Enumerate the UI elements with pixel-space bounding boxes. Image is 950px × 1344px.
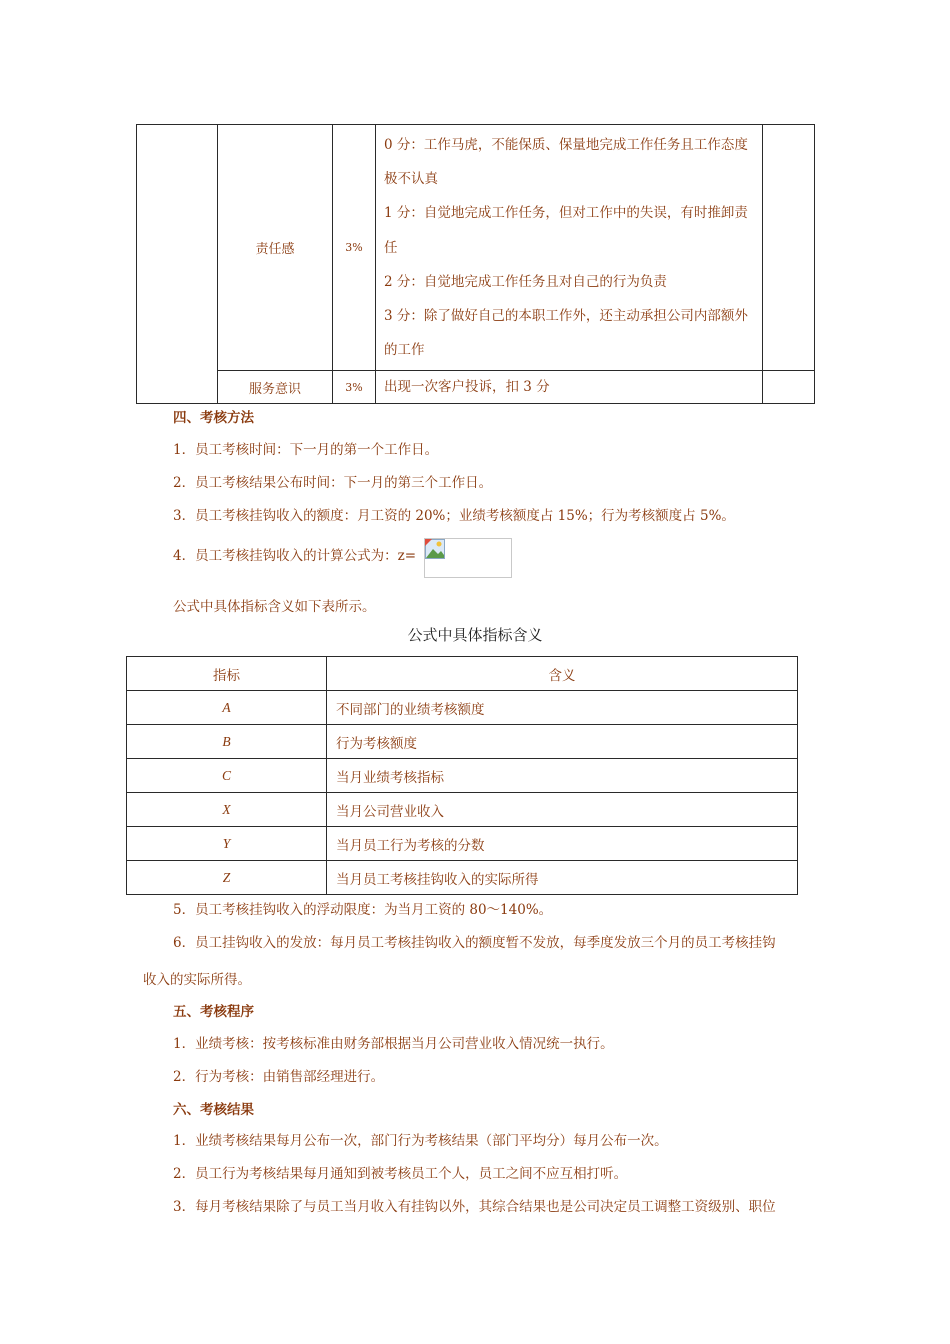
symbol-cell: B [127,725,327,759]
evaluation-table [136,124,815,404]
meaning-cell: 不同部门的业绩考核额度 [327,691,798,725]
table-row [127,691,798,725]
category-cell [137,125,218,404]
index-table [126,656,798,895]
table-row [127,793,798,827]
criteria-line: 0 分：工作马虎，不能保质、保量地完成工作任务且工作态度极不认真 [384,137,748,188]
meaning-cell: 当月公司营业收入 [327,793,798,827]
section-heading: 五、考核程序 [173,1004,254,1020]
broken-image-icon [425,539,445,559]
paragraph: 2．员工行为考核结果每月通知到被考核员工个人，员工之间不应互相打听。 [173,1166,628,1182]
section-heading: 四、考核方法 [173,410,254,426]
meaning-cell: 当月员工行为考核的分数 [327,827,798,861]
header-cell: 含义 [327,657,798,691]
meaning-cell: 当月业绩考核指标 [327,759,798,793]
paragraph: 5．员工考核挂钩收入的浮动限度：为当月工资的 80～140%。 [173,902,553,918]
symbol-cell: Y [127,827,327,861]
table-row [127,759,798,793]
symbol-cell: Z [127,861,327,895]
table-row [137,125,815,371]
paragraph: 2．行为考核：由销售部经理进行。 [173,1069,385,1085]
paragraph: 6．员工挂钩收入的发放：每月员工考核挂钩收入的额度暂不发放，每季度发放三个月的员工考核挂钩 [173,935,776,951]
paragraph: 4．员工考核挂钩收入的计算公式为：z= [173,548,417,564]
table-row [127,827,798,861]
symbol-cell: X [127,793,327,827]
criteria-line: 1 分：自觉地完成工作任务，但对工作中的失误，有时推卸责任 [384,205,748,256]
header-cell: 指标 [127,657,327,691]
weight-cell: 3% [333,371,376,404]
table-header-row [127,657,798,691]
symbol-cell: C [127,759,327,793]
score-cell [763,125,815,371]
item-cell: 责任感 [218,125,333,371]
paragraph: 收入的实际所得。 [143,972,251,988]
meaning-cell: 行为考核额度 [327,725,798,759]
item-cell: 服务意识 [218,371,333,404]
section-heading: 六、考核结果 [173,1102,254,1118]
table-row [127,861,798,895]
paragraph: 1．业绩考核结果每月公布一次，部门行为考核结果（部门平均分）每月公布一次。 [173,1133,668,1149]
score-cell [763,371,815,404]
criteria-line: 3 分：除了做好自己的本职工作外，还主动承担公司内部额外的工作 [384,308,748,359]
paragraph: 1．业绩考核：按考核标准由财务部根据当月公司营业收入情况统一执行。 [173,1036,614,1052]
paragraph: 2．员工考核结果公布时间：下一月的第三个工作日。 [173,475,493,491]
table-row [127,725,798,759]
paragraph: 1．员工考核时间：下一月的第一个工作日。 [173,442,439,458]
paragraph: 公式中具体指标含义如下表所示。 [173,599,376,615]
criteria-cell: 出现一次客户投诉，扣 3 分 [376,371,763,404]
table-caption: 公式中具体指标含义 [407,626,543,644]
symbol-cell: A [127,691,327,725]
weight-cell: 3% [333,125,376,371]
paragraph: 3．每月考核结果除了与员工当月收入有挂钩以外，其综合结果也是公司决定员工调整工资级别、职位 [173,1199,776,1215]
criteria-line: 2 分：自觉地完成工作任务且对自己的行为负责 [384,273,667,290]
paragraph: 3．员工考核挂钩收入的额度：月工资的 20%；业绩考核额度占 15%；行为考核额度占 5%。 [173,508,735,524]
meaning-cell: 当月员工考核挂钩收入的实际所得 [327,861,798,895]
table-row [137,371,815,404]
formula-image [424,538,512,578]
criteria-cell [376,125,763,371]
